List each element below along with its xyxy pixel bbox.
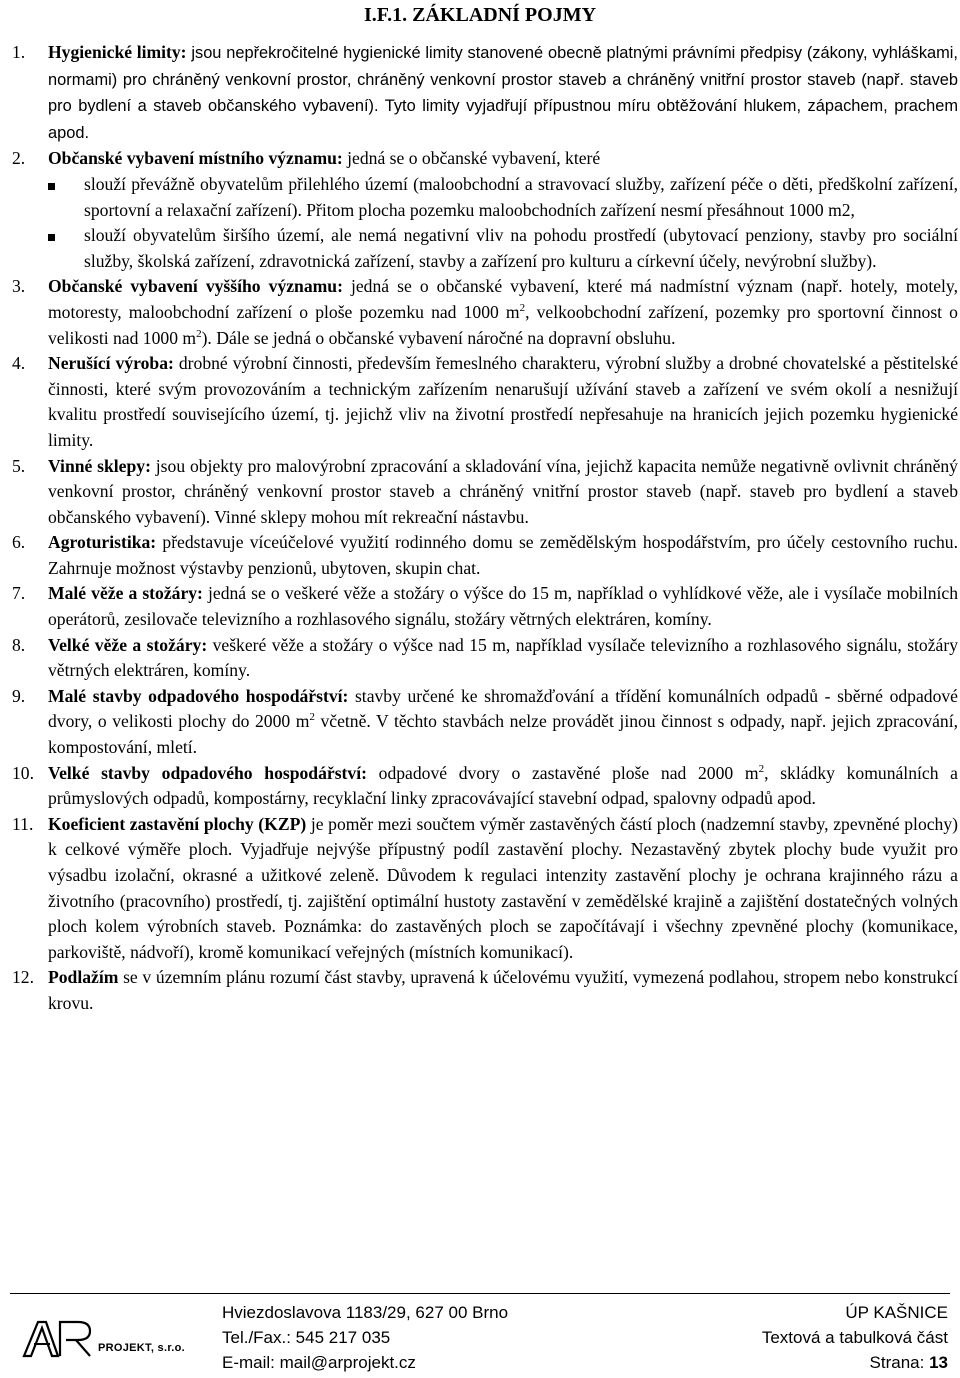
superscript: 2 [758,762,765,775]
definition-item [12,530,958,581]
definition-text: se v územním plánu rozumí část stavby, upravená k účelovému využití, vymezená podlahou, stropem nebo konstrukcí krovu. [48,967,958,1013]
definition-number: 10. [12,762,34,783]
footer-email[interactable]: E-mail: mail@arprojekt.cz [222,1353,416,1372]
definition-text: jedná se o občanské vybavení, které [342,148,601,169]
definition-term: Velké stavby odpadového hospodářství: [48,762,367,783]
definition-item [12,684,958,761]
definitions-list [12,40,958,1017]
bullet-item [12,172,958,223]
definition-item [12,812,958,966]
definition-term: Podlažím [48,967,119,988]
footer-project: ÚP KAŠNICE [845,1303,948,1322]
definition-number: 12. [12,967,34,988]
definition-text: představuje víceúčelové využití rodinného domu se zemědělským hospodářstvím, pro účely cestovního ruchu. Zahrnuje možnost výstavby penzionů, ubytoven, skupin chat. [48,532,958,578]
definition-text: jedná se o veškeré věže a stožáry o výšce do 15 m, například o vyhlídkové věže, ale i vysílače mobilních operátorů, zesilovače televizního a rozhlasového signálu, stožáry větrných elektráren, komíny. [48,583,959,630]
definition-text: jedná se o občanské vybavení, které má nadmístní význam (např. hotely, motely, motoresty, maloobchodní zařízení o ploše pozemku nad 1000 m [48,276,958,322]
ar-logo-icon [20,1316,98,1360]
definition-text: drobné výrobní činnosti, především řemeslného charakteru, výrobní služby a drobné chovatelské a pěstitelské činnosti, které svým provozováním a technickým zařízením nenarušují užívání staveb a zařízení ve svém okolí a nesnižují kvalitu prostředí souvisejícího území, tj. jejichž vliv na životní prostředí nepřesahuje na hranicích jejich pozemku hygienické limity. [48,353,959,450]
definition-body [48,965,958,1016]
definition-item [12,761,958,812]
footer-document-info [762,1300,948,1375]
definition-item [12,965,958,1016]
definition-item [12,633,958,684]
definition-body [48,633,958,684]
definition-text: , skládky komunálních a průmyslových odpadů, kompostárny, recyklační linky zpracovávající stavební odpad, spalovny odpadů apod. [48,762,958,809]
footer-contact [222,1300,508,1375]
definition-body [48,454,958,531]
footer-page [762,1350,948,1375]
definition-text: je poměr mezi součtem výměr zastavěných částí ploch (nadzemní stavby, zpevněné plochy) k celkové výměře ploch. Vyjadřuje nejvýše přípustný podíl zastavění plochy. Nezastavěný zbytek plochy bude využit pro výsadbu izolační, okrasné a užitkové zeleně. Důvodem k regulaci intenzity zastavění plochy je ochrana krajinného rázu a životního (pracovního) prostředí, tj. zajištění optimální hustoty zastavění v zemědělské krajině a zajištění dostatečných volných ploch kolem výrobních staveb. Poznámka: do zastavěných ploch se započítávají i všechny zpevněné plochy (komunikace, parkoviště, nádvoří), kromě komunikací veřejných (místních komunikací). [48,813,958,962]
definition-item [12,146,958,172]
bullet-text: slouží obyvatelům širšího území, ale nemá negativní vliv na pohodu prostředí (ubytovací penziony, stavby pro sociální služby, školská zařízení, zdravotnická zařízení, stavby a zařízení pro kulturu a církevní účely, nevýrobní služby). [84,225,958,271]
definition-item [12,40,958,146]
definition-body [48,40,958,146]
definition-term: Občanské vybavení místního významu: [48,148,343,169]
definition-body [48,684,958,761]
definition-number: 8. [12,634,26,655]
definition-term: Vinné sklepy: [48,455,151,476]
definition-item [12,274,958,351]
logo-text: PROJEKT, s.r.o. [98,1342,186,1354]
footer-part: Textová a tabulková část [761,1328,948,1347]
definition-number: 9. [12,685,26,706]
definition-text: stavby určené ke shromažďování a třídění komunálních odpadů - sběrné odpadové dvory, o velikosti plochy do 2000 m [48,685,958,732]
definition-text: ). Dále se jedná o občanské vybavení náročné na dopravní obsluhu. [201,327,676,348]
definition-number: 11. [12,813,34,834]
definition-term: Velké věže a stožáry: [48,634,208,655]
definition-body [48,146,958,172]
definition-term: Nerušící výroba: [48,353,174,374]
definition-term: Občanské vybavení vyššího významu: [48,276,343,297]
bullet-text: slouží převážně obyvatelům přilehlého území (maloobchodní a stravovací služby, zařízení péče o děti, předškolní zařízení, sportovní a relaxační zařízení). Přitom plocha pozemku maloobchodních zařízení nesmí přesáhnout 1000 m2, [84,173,958,220]
page-title: I.F.1. ZÁKLADNÍ POJMY [363,4,597,26]
definition-body [48,812,958,966]
definition-number: 3. [12,276,26,297]
definition-text: jsou objekty pro malovýrobní zpracování a skladování vína, jejichž kapacita nemůže negativně ovlivnit chráněný venkovní prostor, chráněný venkovní prostor staveb a chráněný vnitřní prostor staveb (např. staveb pro bydlení a staveb občanského vybavení). Vinné sklepy mohou mít rekreační nástavbu. [48,455,958,527]
definition-text: veškeré věže a stožáry o výšce nad 15 m, například vysílače televizního a rozhlasového signálu, stožáry větrných elektráren, komíny. [48,634,959,681]
definition-body [48,761,958,812]
definition-item [12,351,958,453]
bullet-item [12,223,958,274]
definition-term: Koeficient zastavění plochy (KZP) [48,813,307,834]
superscript: 2 [196,327,202,340]
footer-divider [10,1293,950,1294]
superscript: 2 [309,711,315,724]
company-logo [20,1316,200,1362]
definition-text: , velkoobchodní zařízení, pozemky pro sportovní činnost o velikosti nad 1000 m [48,301,958,348]
definition-item [12,581,958,632]
page-label: Strana: [869,1353,930,1372]
definition-text: jsou nepřekročitelné hygienické limity stanovené obecně platnými právními předpisy (zákony, vyhláškami, normami) pro chráněný venkovní prostor, chráněný venkovní prostor staveb a chráněný vnitřní prostor staveb (např. staveb pro bydlení a staveb občanského vybavení). Tyto limity vyjadřují přípustnou míru obtěžování hlukem, zápachem, prachem apod. [48,44,958,142]
definition-body [48,581,958,632]
definition-term: Malé věže a stožáry: [48,583,203,604]
definition-term: Malé stavby odpadového hospodářství: [48,685,349,706]
superscript: 2 [519,302,526,315]
page-number: 13 [929,1353,948,1372]
definition-term: Hygienické limity: [48,42,187,62]
definition-text: včetně. V těchto stavbách nelze provádět jinou činnost s odpady, např. jejich zpracování, kompostování, mletí. [48,711,958,758]
definition-body [48,530,958,581]
definition-item [12,454,958,531]
definition-number: 1. [12,42,26,62]
definition-number: 4. [12,353,26,374]
footer-address: Hviezdoslavova 1183/29, 627 00 Brno [222,1303,509,1322]
definition-term: Agroturistika: [48,532,157,553]
definition-number: 7. [12,583,26,604]
definition-number: 2. [12,148,26,169]
definition-body [48,274,958,351]
definition-number: 6. [12,532,26,553]
bullet-list [12,172,958,274]
definition-number: 5. [12,455,26,476]
definition-body [48,351,958,453]
footer-phone: Tel./Fax.: 545 217 035 [222,1328,391,1347]
definition-text: odpadové dvory o zastavěné ploše nad 2000 m [366,762,759,783]
